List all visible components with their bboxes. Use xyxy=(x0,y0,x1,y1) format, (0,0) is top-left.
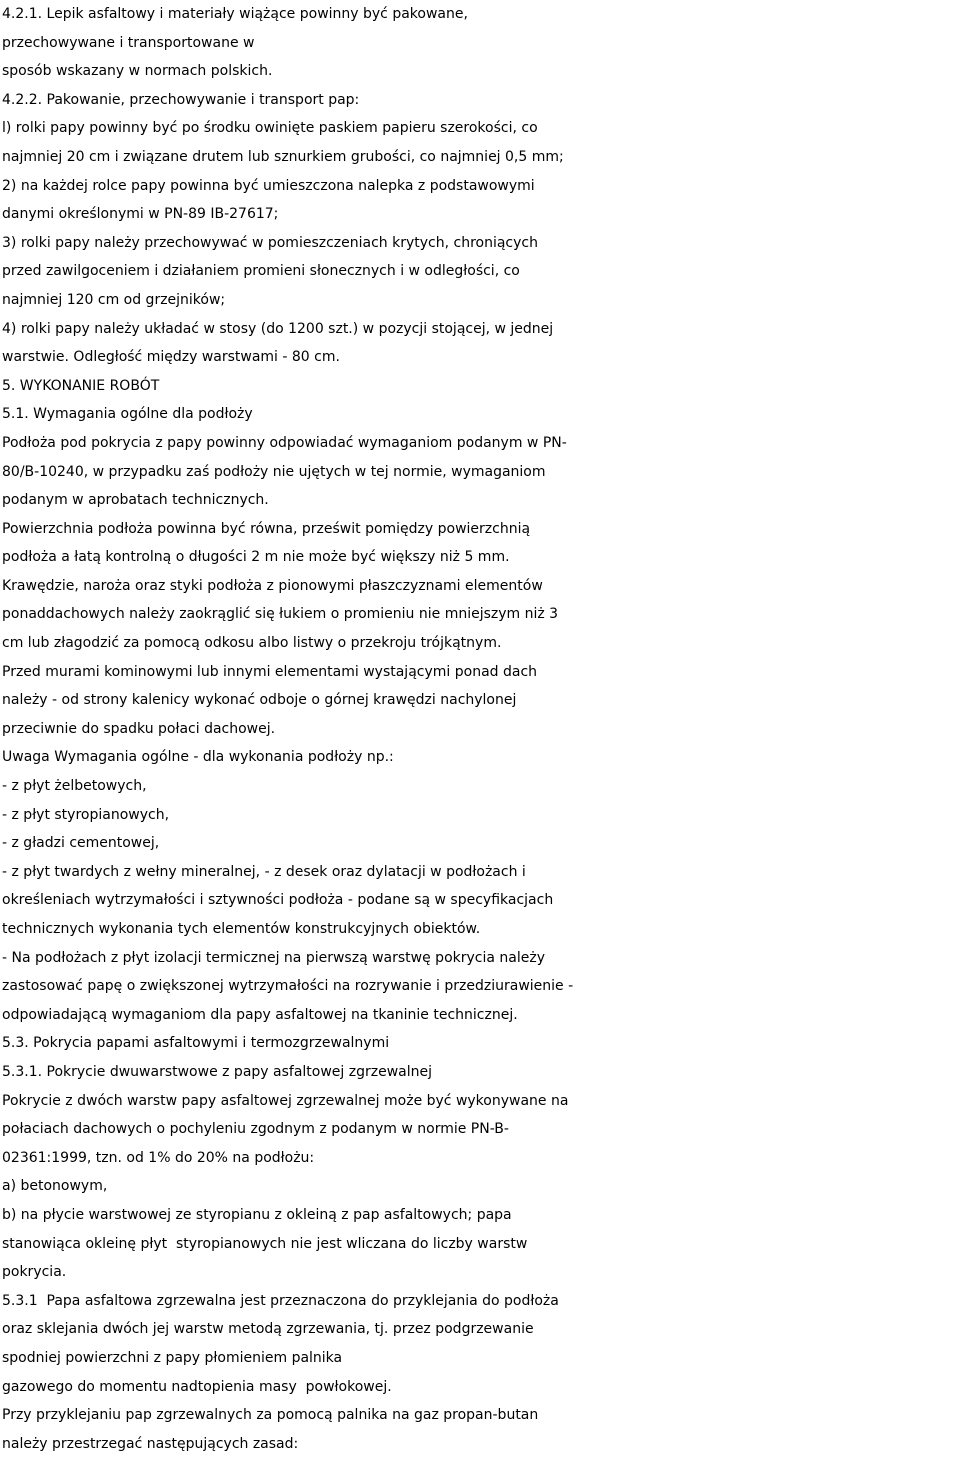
text-line: a) betonowym, xyxy=(2,1178,108,1195)
text-line: b) na płycie warstwowej ze styropianu z okleiną z pap asfaltowych; papa xyxy=(2,1206,512,1223)
text-line: 5.1. Wymagania ogólne dla podłoży xyxy=(2,406,253,423)
text-line: spodniej powierzchni z papy płomieniem palnika xyxy=(2,1349,343,1366)
text-line: przechowywane i transportowane w xyxy=(2,34,255,51)
text-line: podanym w aprobatach technicznych. xyxy=(2,492,269,509)
text-line: warstwie. Odległość między warstwami - 80 cm. xyxy=(2,349,340,366)
text-line: Podłoża pod pokrycia z papy powinny odpowiadać wymaganiom podanym w PN- xyxy=(2,434,567,451)
text-line: 5.3.1 Papa asfaltowa zgrzewalna jest przeznaczona do przyklejania do podłoża xyxy=(2,1292,559,1309)
text-line: 4.2.1. Lepik asfaltowy i materiały wiążące powinny być pakowane, xyxy=(2,6,468,22)
text-line: 2) na każdej rolce papy powinna być umieszczona nalepka z podstawowymi xyxy=(2,177,535,194)
text-line: ponaddachowych należy zaokrąglić się łukiem o promieniu nie mniejszym niż 3 xyxy=(2,606,559,623)
text-line: 5. WYKONANIE ROBÓT xyxy=(2,377,160,394)
text-line: 5.3.1. Pokrycie dwuwarstwowe z papy asfaltowej zgrzewalnej xyxy=(2,1063,433,1080)
text-line: - Na podłożach z płyt izolacji termicznej na pierwszą warstwę pokrycia należy xyxy=(2,949,545,966)
document-body xyxy=(2,0,960,1458)
text-line: pokrycia. xyxy=(2,1264,67,1281)
text-line: najmniej 120 cm od grzejników; xyxy=(2,291,226,308)
text-line: 4) rolki papy należy układać w stosy (do 1200 szt.) w pozycji stojącej, w jednej xyxy=(2,320,554,337)
text-line: przed zawilgoceniem i działaniem promieni słonecznych i w odległości, co xyxy=(2,263,520,280)
text-line: - z płyt żelbetowych, xyxy=(2,778,147,795)
text-line: należy - od strony kalenicy wykonać odboje o górnej krawędzi nachylonej xyxy=(2,692,517,709)
text-line: sposób wskazany w normach polskich. xyxy=(2,63,273,80)
text-line: oraz sklejania dwóch jej warstw metodą zgrzewania, tj. przez podgrzewanie xyxy=(2,1321,534,1338)
text-line: 80/B-10240, w przypadku zaś podłoży nie ujętych w tej normie, wymaganiom xyxy=(2,463,546,480)
text-line: danymi określonymi w PN-89 IB-27617; xyxy=(2,206,279,223)
text-line: technicznych wykonania tych elementów konstrukcyjnych obiektów. xyxy=(2,921,481,937)
text-line: Powierzchnia podłoża powinna być równa, prześwit pomiędzy powierzchnią xyxy=(2,520,531,537)
text-line: Przy przyklejaniu pap zgrzewalnych za pomocą palnika na gaz propan-butan xyxy=(2,1407,539,1424)
text-line: podłoża a łatą kontrolną o długości 2 m nie może być większy niż 5 mm. xyxy=(2,549,510,566)
text-line: 4.2.2. Pakowanie, przechowywanie i transport pap: xyxy=(2,91,360,108)
text-line: 02361:1999, tzn. od 1% do 20% na podłożu: xyxy=(2,1149,315,1166)
text-line: odpowiadającą wymaganiom dla papy asfaltowej na tkaninie technicznej. xyxy=(2,1006,518,1023)
text-line: najmniej 20 cm i związane drutem lub sznurkiem grubości, co najmniej 0,5 mm; xyxy=(2,148,564,165)
text-line: 3) rolki papy należy przechowywać w pomieszczeniach krytych, chroniących xyxy=(2,234,538,251)
text-line: zastosować papę o zwiększonej wytrzymałości na rozrywanie i przedziurawienie - xyxy=(2,978,574,995)
text-line: należy przestrzegać następujących zasad: xyxy=(2,1435,299,1452)
text-line: Uwaga Wymagania ogólne - dla wykonania podłoży np.: xyxy=(2,749,394,766)
text-line: 5.3. Pokrycia papami asfaltowymi i termozgrzewalnymi xyxy=(2,1035,390,1052)
text-line: cm lub złagodzić za pomocą odkosu albo listwy o przekroju trójkątnym. xyxy=(2,635,502,652)
text-line: gazowego do momentu nadtopienia masy powłokowej. xyxy=(2,1378,392,1395)
text-line: przeciwnie do spadku połaci dachowej. xyxy=(2,720,276,737)
text-line: określeniach wytrzymałości i sztywności podłoża - podane są w specyfikacjach xyxy=(2,892,554,909)
text-line: połaciach dachowych o pochyleniu zgodnym z podanym w normie PN-B- xyxy=(2,1121,509,1138)
text-line: Krawędzie, naroża oraz styki podłoża z pionowymi płaszczyznami elementów xyxy=(2,577,543,594)
text-line: - z płyt twardych z wełny mineralnej, - z desek oraz dylatacji w podłożach i xyxy=(2,863,526,880)
text-line: - z gładzi cementowej, xyxy=(2,835,160,852)
text-line: Pokrycie z dwóch warstw papy asfaltowej zgrzewalnej może być wykonywane na xyxy=(2,1092,569,1109)
text-line: l) rolki papy powinny być po środku owinięte paskiem papieru szerokości, co xyxy=(2,120,538,137)
text-line: - z płyt styropianowych, xyxy=(2,806,170,823)
text-line: Przed murami kominowymi lub innymi elementami wystającymi ponad dach xyxy=(2,663,538,680)
text-line: stanowiąca okleinę płyt styropianowych nie jest wliczana do liczby warstw xyxy=(2,1235,528,1252)
